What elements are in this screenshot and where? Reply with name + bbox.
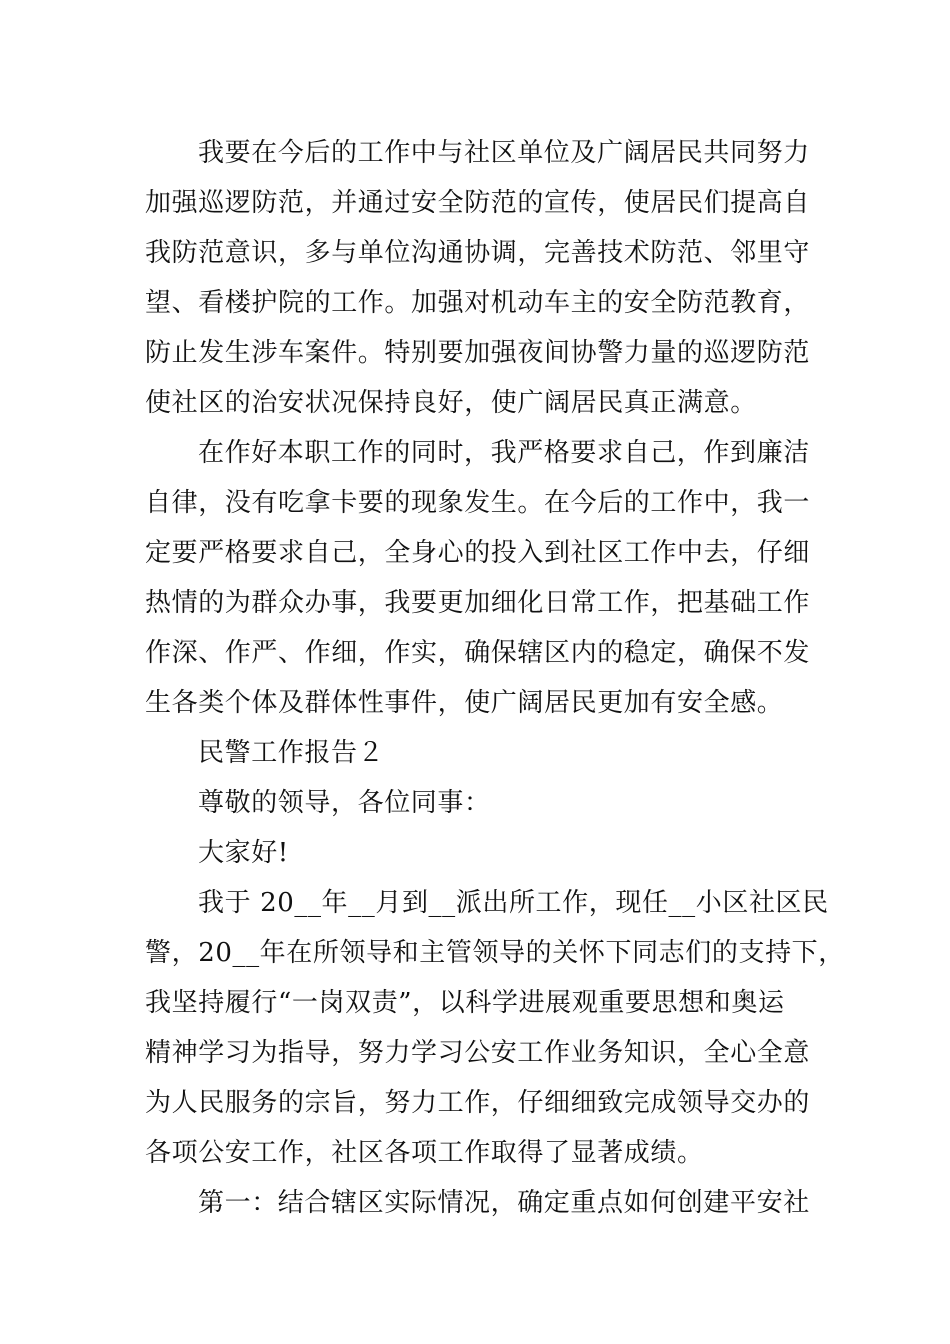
paragraph-line: 加强巡逻防范，并通过安全防范的宣传，使居民们提高自 <box>145 188 811 218</box>
report-heading: 民警工作报告２ <box>198 738 385 768</box>
body-text <box>145 128 845 1228</box>
paragraph-line: 精神学习为指导，努力学习公安工作业务知识，全心全意 <box>145 1038 811 1068</box>
paragraph-line: 我于 20__年__月到__派出所工作，现任__小区社区民 <box>198 888 829 918</box>
paragraph-line: 定要严格要求自己，全身心的投入到社区工作中去，仔细 <box>145 538 811 568</box>
paragraph-line: 各项公安工作，社区各项工作取得了显著成绩。 <box>145 1138 704 1168</box>
paragraph-line: 在作好本职工作的同时，我严格要求自己，作到廉洁 <box>198 438 810 468</box>
greeting: 大家好! <box>198 838 289 868</box>
paragraph-line: 自律，没有吃拿卡要的现象发生。在今后的工作中，我一 <box>145 488 811 518</box>
paragraph-line: 警，20__年在所领导和主管领导的关怀下同志们的支持下， <box>145 938 845 968</box>
paragraph-line: 作深、作严、作细，作实，确保辖区内的稳定，确保不发 <box>145 638 811 668</box>
paragraph-line: 生各类个体及群体性事件，使广阔居民更加有安全感。 <box>145 688 784 718</box>
paragraph-line: 望、看楼护院的工作。加强对机动车主的安全防范教育， <box>145 288 811 318</box>
paragraph-line: 我坚持履行“一岗双责”，以科学进展观重要思想和奥运 <box>145 988 785 1018</box>
paragraph-line: 为人民服务的宗旨，努力工作，仔细细致完成领导交办的 <box>145 1088 811 1118</box>
paragraph-line: 我防范意识，多与单位沟通协调，完善技术防范、邻里守 <box>145 238 811 268</box>
paragraph-line: 使社区的治安状况保持良好，使广阔居民真正满意。 <box>145 388 757 418</box>
paragraph-line: 防止发生涉车案件。特别要加强夜间协警力量的巡逻防范 <box>145 338 811 368</box>
paragraph-line: 我要在今后的工作中与社区单位及广阔居民共同努力 <box>198 138 810 168</box>
paragraph-line: 第一：结合辖区实际情况，确定重点如何创建平安社 <box>198 1188 810 1218</box>
salutation: 尊敬的领导，各位同事： <box>198 788 491 818</box>
paragraph-line: 热情的为群众办事，我要更加细化日常工作，把基础工作 <box>145 588 811 618</box>
